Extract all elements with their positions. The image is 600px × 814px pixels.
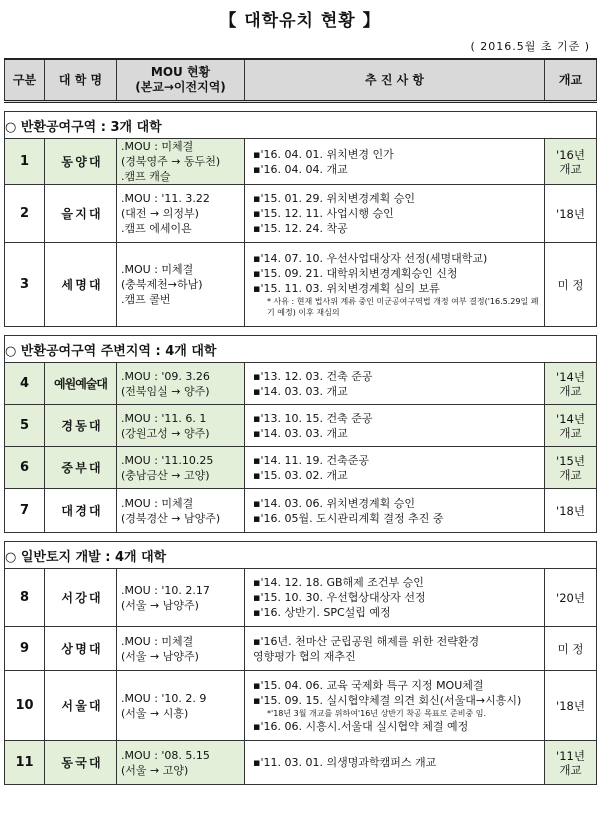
opening-line: '15년 xyxy=(556,453,585,468)
row-number: 10 xyxy=(5,671,45,741)
row-number: 4 xyxy=(5,363,45,405)
section-heading-row xyxy=(5,542,597,569)
mou-line: .MOU : '09. 3.26 xyxy=(121,369,210,383)
mou-line: .MOU : '11. 3.22 xyxy=(121,192,210,205)
university-name: 서 강 대 xyxy=(45,569,117,627)
mou-line: .MOU : '11. 6. 1 xyxy=(121,411,207,425)
row-number: 7 xyxy=(5,489,45,533)
progress-line: ▪'16. 04. 04. 개교 xyxy=(253,162,348,176)
spacer-row xyxy=(5,102,597,112)
university-name: 동 국 대 xyxy=(45,741,117,785)
opening-line: '14년 xyxy=(556,411,585,426)
spacer-row xyxy=(5,533,597,542)
section-heading-row xyxy=(5,112,597,139)
mou-line: .캠프 콜번 xyxy=(121,293,171,306)
progress-line: 영향평가 협의 재추진 xyxy=(253,649,356,663)
progress-line: ▪'16. 04. 01. 위치변경 인가 xyxy=(253,147,394,161)
university-name: 경 동 대 xyxy=(45,405,117,447)
mou-status xyxy=(117,569,245,627)
row-number: 11 xyxy=(5,741,45,785)
mou-line: (강원고성 → 양주) xyxy=(121,426,210,440)
row-number: 1 xyxy=(5,139,45,185)
spacer-cell xyxy=(5,533,597,542)
university-status-table xyxy=(4,58,597,785)
progress-note: * 사유 : 현재 법사위 계류 중인 미군공여구역법 개정 여부 결정('16.5.29일 폐기 예정) 이후 재심의 xyxy=(267,297,539,317)
opening-line: '14년 xyxy=(556,369,585,384)
opening-line: '18년 xyxy=(556,503,585,518)
table-row xyxy=(5,243,597,327)
progress-line: ▪'16. 06. 시흥시.서울대 실시협약 체결 예정 xyxy=(253,719,469,733)
spacer-cell xyxy=(5,102,597,112)
table-row xyxy=(5,405,597,447)
progress-line: ▪'13. 10. 15. 건축 준공 xyxy=(253,411,373,425)
opening-line: '18년 xyxy=(556,698,585,713)
mou-status xyxy=(117,741,245,785)
progress-line: ▪'15. 01. 29. 위치변경계획 승인 xyxy=(253,192,415,205)
opening-year xyxy=(545,363,597,405)
university-name: 을 지 대 xyxy=(45,185,117,243)
progress-line: ▪'14. 12. 18. GB해제 조건부 승인 xyxy=(253,576,424,589)
progress-line: ▪'14. 03. 06. 위치변경계획 승인 xyxy=(253,496,415,510)
opening-year xyxy=(545,569,597,627)
mou-line: .MOU : 미체결 xyxy=(121,140,194,153)
row-number: 6 xyxy=(5,447,45,489)
mou-line: (경북경산 → 남양주) xyxy=(121,511,221,525)
mou-line: (서울 → 남양주) xyxy=(121,649,199,663)
progress-line: ▪'15. 09. 15. 실시협약체결 의견 회신(서울대→시흥시) xyxy=(253,693,522,707)
mou-status xyxy=(117,489,245,533)
row-number: 2 xyxy=(5,185,45,243)
mou-line: (경북영주 → 동두천) xyxy=(121,155,221,168)
progress-line: ▪'16년. 천마산 군립공원 해제를 위한 전략환경 xyxy=(253,634,480,648)
progress-line: ▪'16. 05월. 도시관리계획 결정 추진 중 xyxy=(253,511,444,525)
mou-line: .MOU : '10. 2.17 xyxy=(121,583,210,597)
university-name: 서 울 대 xyxy=(45,671,117,741)
section-heading: ○ 반환공여구역 : 3개 대학 xyxy=(5,112,597,139)
mou-line: .MOU : '08. 5.15 xyxy=(121,748,210,762)
table-row xyxy=(5,139,597,185)
page-title: 【 대학유치 현황 】 xyxy=(219,11,381,31)
progress-items xyxy=(245,185,545,243)
opening-year xyxy=(545,489,597,533)
progress-items xyxy=(245,569,545,627)
header-opening: 개교 xyxy=(545,59,597,102)
progress-line: ▪'15. 11. 03. 위치변경계획 심의 보류 xyxy=(253,282,440,295)
row-number: 3 xyxy=(5,243,45,327)
row-number: 8 xyxy=(5,569,45,627)
section-heading: ○ 반환공여구역 주변지역 : 4개 대학 xyxy=(5,336,597,363)
row-number: 5 xyxy=(5,405,45,447)
progress-items xyxy=(245,489,545,533)
table-row xyxy=(5,185,597,243)
spacer-cell xyxy=(5,327,597,336)
opening-line: '20년 xyxy=(556,590,585,605)
mou-line: .MOU : 미체결 xyxy=(121,634,194,648)
opening-line: '16년 xyxy=(556,147,585,162)
progress-items xyxy=(245,139,545,185)
section-heading: ○ 일반토지 개발 : 4개 대학 xyxy=(5,542,597,569)
mou-status xyxy=(117,447,245,489)
progress-items xyxy=(245,243,545,327)
mou-line: .MOU : 미체결 xyxy=(121,496,194,510)
table-row xyxy=(5,489,597,533)
mou-line: (전북임실 → 양주) xyxy=(121,384,210,398)
progress-line: ▪'15. 04. 06. 교육 국제화 특구 지정 MOU체결 xyxy=(253,678,484,692)
table-row xyxy=(5,569,597,627)
progress-line: ▪'14. 11. 19. 건축준공 xyxy=(253,453,369,467)
mou-line: .MOU : 미체결 xyxy=(121,263,194,276)
progress-line: ▪'14. 03. 03. 개교 xyxy=(253,426,348,440)
opening-line: '18년 xyxy=(556,206,585,221)
opening-line: 개교 xyxy=(559,161,582,176)
progress-items xyxy=(245,447,545,489)
progress-items xyxy=(245,405,545,447)
header-row xyxy=(5,59,597,102)
mou-status xyxy=(117,243,245,327)
progress-line: ▪'11. 03. 01. 의생명과학캠퍼스 개교 xyxy=(253,756,437,769)
progress-items xyxy=(245,627,545,671)
opening-line: 개교 xyxy=(559,467,582,482)
table-row xyxy=(5,741,597,785)
header-progress: 추 진 사 항 xyxy=(245,59,545,102)
header-mou-line2: (본교→이전지역) xyxy=(135,80,226,94)
table-row xyxy=(5,627,597,671)
opening-year xyxy=(545,405,597,447)
opening-line: 개교 xyxy=(559,762,582,777)
mou-line: (대전 → 의정부) xyxy=(121,207,199,220)
mou-line: .캠프 에세이욘 xyxy=(121,222,192,235)
opening-year xyxy=(545,741,597,785)
header-mou-line1: MOU 현황 xyxy=(150,65,211,79)
opening-year xyxy=(545,185,597,243)
opening-year xyxy=(545,447,597,489)
table-row xyxy=(5,447,597,489)
university-name: 중 부 대 xyxy=(45,447,117,489)
mou-line: .MOU : '11.10.25 xyxy=(121,453,214,467)
opening-line: 개교 xyxy=(559,383,582,398)
progress-line: ▪'15. 12. 11. 사업시행 승인 xyxy=(253,207,394,220)
opening-year xyxy=(545,671,597,741)
progress-line: ▪'15. 12. 24. 착공 xyxy=(253,222,348,235)
opening-year xyxy=(545,139,597,185)
progress-line: ▪'15. 03. 02. 개교 xyxy=(253,468,348,482)
progress-line: ▪'15. 09. 21. 대학위치변경계획승인 신청 xyxy=(253,267,458,280)
opening-line: 미 정 xyxy=(557,641,584,656)
progress-line: ▪'14. 03. 03. 개교 xyxy=(253,384,348,398)
progress-items xyxy=(245,741,545,785)
mou-line: (서울 → 남양주) xyxy=(121,598,199,612)
row-number: 9 xyxy=(5,627,45,671)
progress-line: ▪'14. 07. 10. 우선사업대상자 선정(세명대학교) xyxy=(253,252,488,265)
progress-items xyxy=(245,363,545,405)
mou-status xyxy=(117,139,245,185)
mou-status xyxy=(117,671,245,741)
university-name: 예원예술대 xyxy=(45,363,117,405)
opening-line: 미 정 xyxy=(557,277,584,292)
university-name: 동 양 대 xyxy=(45,139,117,185)
mou-line: (서울 → 시흥) xyxy=(121,706,189,720)
table-row xyxy=(5,671,597,741)
mou-line: (충북제천→하남) xyxy=(121,278,203,291)
header-mou xyxy=(117,59,245,102)
mou-line: (충남금산 → 고양) xyxy=(121,468,210,482)
section-heading-row xyxy=(5,336,597,363)
opening-year xyxy=(545,243,597,327)
spacer-row xyxy=(5,327,597,336)
mou-status xyxy=(117,405,245,447)
progress-line: ▪'15. 10. 30. 우선협상대상자 선정 xyxy=(253,591,426,604)
progress-items xyxy=(245,671,545,741)
opening-year xyxy=(545,627,597,671)
university-name: 상 명 대 xyxy=(45,627,117,671)
mou-line: (서울 → 고양) xyxy=(121,763,189,777)
mou-status xyxy=(117,627,245,671)
progress-line: ▪'13. 12. 03. 건축 준공 xyxy=(253,369,373,383)
university-name: 세 명 대 xyxy=(45,243,117,327)
university-name: 대 경 대 xyxy=(45,489,117,533)
progress-line: ▪'16. 상반기. SPC설립 예정 xyxy=(253,606,391,619)
progress-note: *'18년 3월 개교를 위하여'16년 상반기 착공 목표로 준비중 임. xyxy=(267,708,487,718)
table-row xyxy=(5,363,597,405)
date-note: ( 2016.5월 초 기준 ) xyxy=(470,40,590,53)
header-division: 구분 xyxy=(5,59,45,102)
mou-status xyxy=(117,363,245,405)
mou-line: .캠프 캐슬 xyxy=(121,170,171,183)
opening-line: '11년 xyxy=(556,748,585,763)
header-university: 대 학 명 xyxy=(45,59,117,102)
mou-status xyxy=(117,185,245,243)
mou-line: .MOU : '10. 2. 9 xyxy=(121,691,207,705)
opening-line: 개교 xyxy=(559,425,582,440)
